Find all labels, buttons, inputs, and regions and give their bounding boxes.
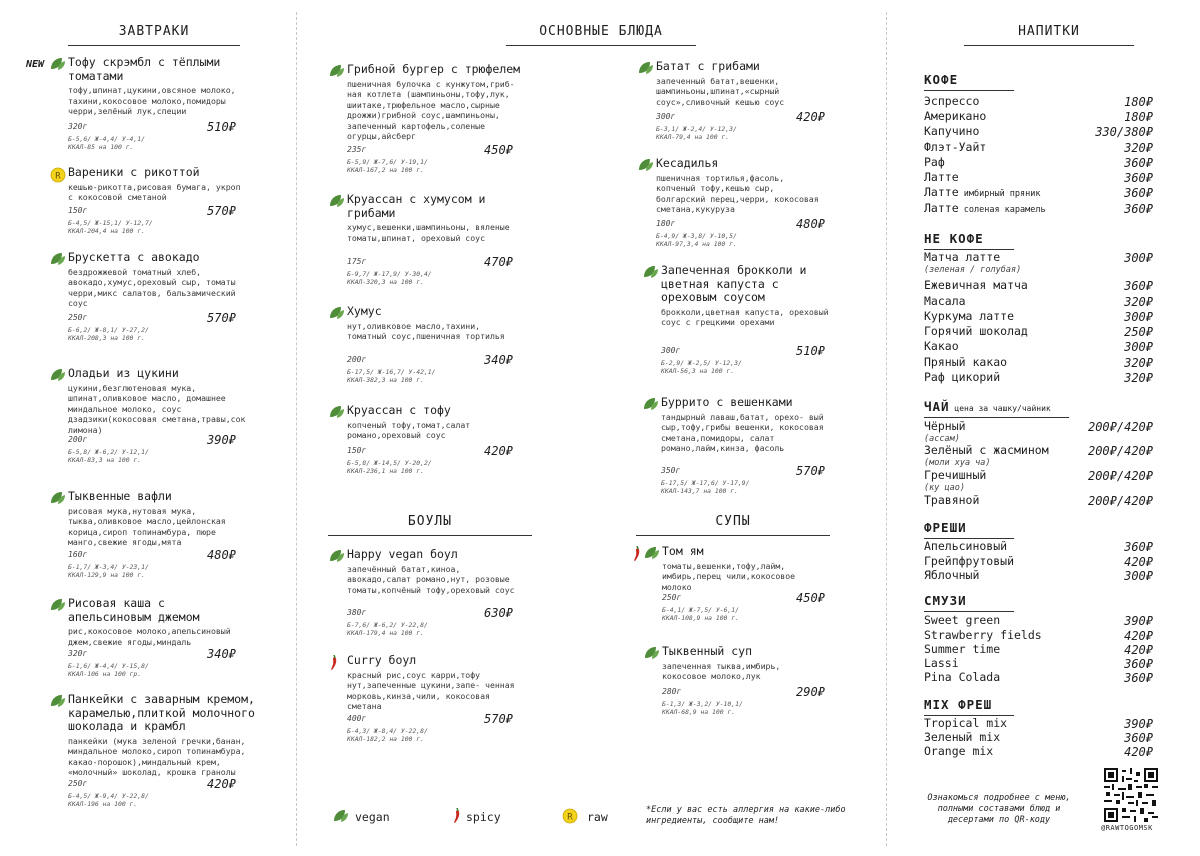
vegan-leaf-icon	[638, 158, 654, 172]
bowl-dish	[347, 654, 522, 712]
dish-price: 290₽	[796, 685, 825, 699]
dish-description: хумус,вешенки,шампиньоны, вяленые томаты,шпинат, ореховый соус	[347, 222, 510, 243]
drink-price: 390₽	[1124, 717, 1153, 731]
drink-price: 200₽/420₽	[1087, 420, 1153, 434]
dish-weight: 200г	[347, 355, 367, 364]
column-divider	[296, 12, 297, 846]
legend-vegan-label: vegan	[355, 810, 390, 824]
dish-name: Буррито с вешенками	[661, 395, 793, 409]
vegan-leaf-icon	[50, 57, 66, 71]
dish-price: 340₽	[484, 353, 513, 367]
dish-nutrition: Б-4,5/ Ж-9,4/ У-22,8/ ККАЛ-196 на 100 г.	[68, 792, 149, 809]
dish-nutrition: Б-5,6/ Ж-4,4/ У-4,1/ ККАЛ-85 на 100 г.	[68, 135, 145, 152]
dish-nutrition: Б-5,9/ Ж-7,6/ У-19,1/ ККАЛ-167,2 на 100 г.	[347, 158, 428, 175]
drink-price: 320₽	[1124, 295, 1153, 309]
vegan-leaf-icon	[638, 61, 654, 75]
soups-title: СУПЫ	[636, 514, 830, 536]
drink-variant: соленая карамель	[958, 205, 1046, 215]
drink-name: Латте	[924, 170, 959, 184]
breakfasts-title: ЗАВТРАКИ	[68, 24, 240, 46]
main-dish	[661, 396, 831, 454]
drink-item	[924, 141, 986, 154]
vegan-leaf-icon	[643, 265, 659, 279]
dish-description: брокколи,цветная капуста, ореховый соус с грецкими орехами	[661, 306, 829, 327]
dish-price: 390₽	[207, 433, 236, 447]
drink-price: 200₽/420₽	[1087, 494, 1153, 508]
dish-weight: 150г	[68, 206, 88, 215]
drink-name: Американо	[924, 109, 987, 123]
dish-description: запеченная тыква,имбирь, кокосовое молоко,лук	[662, 660, 781, 681]
drink-item	[924, 555, 1014, 568]
dish-price: 480₽	[796, 217, 825, 231]
dish-nutrition: Б-2,9/ Ж-2,5/ У-12,3/ ККАЛ-56,3 на 100 г.	[661, 359, 742, 376]
dish-weight: 250г	[68, 779, 88, 788]
drink-price: 200₽/420₽	[1087, 444, 1153, 458]
dish-price: 420₽	[484, 444, 513, 458]
dish-description: рисовая мука,нутовая мука, тыква,оливковое масло,цейлонская корица,сироп топинамбура, пюре манго,свежие ягоды,мята	[68, 505, 226, 547]
vegan-leaf-icon	[644, 646, 660, 660]
drink-name: Pina Colada	[924, 670, 1001, 684]
dish-nutrition: Б-17,5/ Ж-17,6/ У-17,9/ ККАЛ-143,7 на 100 г.	[661, 479, 750, 496]
raw-badge-icon	[50, 167, 66, 183]
dish-description: цукини,безглютеновая мука, шпинат,оливковое масло, домашнее миндальное молоко, соус дзадзики(кокосовая сметана,травы,сок лимона)	[68, 382, 246, 435]
dish-name: Панкейки с заварным кремом, карамелью,плиткой молочного шоколада и крамбл	[68, 692, 255, 733]
drink-price: 360₽	[1124, 657, 1153, 671]
drink-item	[924, 186, 1041, 201]
dish-weight: 250г	[68, 313, 88, 322]
dish-description: нут,оливковое масло,тахини, томатный соус,пшеничная тортилья	[347, 320, 505, 341]
drink-name: Флэт-Уайт	[924, 140, 987, 154]
dish-description: пшеничная булочка с кунжутом,гриб- ная котлета (шампиньоны,тофу,лук, шиитаке,трюфельное масло,сырные дрожжи)грибной соус,шампиньоны, запеченный картофель,соленые огурцы,айсберг	[347, 78, 515, 141]
drink-name: Summer time	[924, 642, 1001, 656]
drink-name: Гречишный	[924, 468, 987, 482]
dish-nutrition: Б-5,8/ Ж-14,5/ У-20,2/ ККАЛ-236,1 на 100 г.	[347, 459, 432, 476]
main-dish	[347, 193, 512, 243]
dish-weight: 235г	[347, 145, 367, 154]
soup-dish	[662, 545, 812, 592]
drink-item	[924, 540, 1007, 553]
category-title: ЧАЙ	[924, 399, 950, 414]
category-title: НЕ КОФЕ	[924, 231, 984, 246]
dish-name: Тыквенные вафли	[68, 489, 172, 503]
drink-item	[924, 125, 979, 138]
qr-code[interactable]	[1104, 768, 1158, 822]
bowls-title: БОУЛЫ	[328, 514, 532, 536]
drink-subtitle: (ассам)	[924, 434, 960, 444]
drink-name: Латте	[924, 185, 959, 199]
vegan-leaf-icon	[329, 306, 345, 320]
drink-name: Горячий шоколад	[924, 324, 1028, 338]
dish-weight: 300г	[656, 112, 676, 121]
bowl-dish	[347, 548, 517, 595]
dish-name: Грибной бургер с трюфелем	[347, 62, 521, 76]
drink-subtitle: (зеленая / голубая)	[924, 265, 1022, 275]
category-title: СМУЗИ	[924, 593, 967, 608]
dish-name: Том ям	[662, 544, 704, 558]
drink-price: 180₽	[1124, 110, 1153, 124]
dish-weight: 280г	[662, 687, 682, 696]
main-dish	[656, 157, 826, 215]
vegan-leaf-icon	[50, 252, 66, 266]
category-note: цена за чашку/чайник	[949, 404, 1051, 413]
dish-weight: 175г	[347, 257, 367, 266]
drink-item	[924, 420, 966, 433]
drink-name: Пряный какао	[924, 355, 1008, 369]
vegan-leaf-icon	[50, 694, 66, 708]
dish-description: бездрожжевой томатный хлеб, авокадо,хумус,ореховый сыр, томаты черри,микс салатов, бальзамический соус	[68, 266, 236, 308]
drink-item	[924, 731, 1000, 744]
dish-description: тандырный лаваш,батат, орехо- вый сыр,тофу,грибы вешенки, кокосовая сметана,помидоры, салат романо,лайм,кинза, фасоль	[661, 411, 824, 453]
drink-item	[924, 444, 1049, 457]
dish-nutrition: Б-1,7/ Ж-3,4/ У-23,1/ ККАЛ-129,9 на 100 г.	[68, 563, 149, 580]
drink-item	[924, 95, 979, 108]
dish-name: Тыквенный суп	[662, 644, 753, 658]
dish-price: 450₽	[796, 591, 825, 605]
drink-price: 360₽	[1124, 540, 1153, 554]
dish-nutrition: Б-4,3/ Ж-8,4/ У-22,8/ ККАЛ-182,2 на 100 г.	[347, 727, 428, 744]
drink-item	[924, 643, 1000, 656]
dish-weight: 400г	[347, 714, 367, 723]
dish-description: красный рис,соус карри,тофу нут,запеченные цукини,запе- ченная морковь,кинза,чили, кокосовая сметана	[347, 669, 515, 711]
drink-item	[924, 494, 979, 507]
drink-item	[924, 469, 986, 482]
dish-weight: 180г	[656, 219, 676, 228]
dish-nutrition: Б-3,1/ Ж-2,4/ У-12,3/ ККАЛ-79,4 на 100 г.	[656, 125, 737, 142]
drink-price: 420₽	[1124, 745, 1153, 759]
dish-weight: 320г	[68, 122, 88, 131]
dish-nutrition: Б-4,5/ Ж-15,1/ У-12,7/ ККАЛ-204,4 на 100 г.	[68, 219, 153, 236]
drink-price: 320₽	[1124, 371, 1153, 385]
drink-item	[924, 340, 959, 353]
drink-item	[924, 614, 1000, 627]
main-dish	[347, 404, 512, 441]
dish-nutrition: Б-5,8/ Ж-6,2/ У-12,1/ ККАЛ-83,3 на 100 г.	[68, 448, 149, 465]
drink-item	[924, 295, 966, 308]
dish-name: Хумус	[347, 304, 382, 318]
dish-nutrition: Б-9,7/ Ж-17,9/ У-30,4/ ККАЛ-320,3 на 100 г.	[347, 270, 432, 287]
drink-price: 360₽	[1124, 186, 1153, 200]
drink-name: Грейпфрутовый	[924, 554, 1015, 568]
drink-price: 360₽	[1124, 156, 1153, 170]
drink-price: 390₽	[1124, 614, 1153, 628]
drink-category-not_coffee	[924, 231, 1014, 250]
dish-nutrition: Б-7,6/ Ж-6,2/ У-22,8/ ККАЛ-179,4 на 100 г.	[347, 621, 428, 638]
drink-price: 360₽	[1124, 202, 1153, 216]
dish-weight: 150г	[347, 446, 367, 455]
dish-name: Брускетта с авокадо	[68, 250, 200, 264]
drink-name: Lassi	[924, 656, 959, 670]
dish-price: 570₽	[207, 311, 236, 325]
drink-name: Зелёный с жасмином	[924, 443, 1049, 457]
dish-price: 510₽	[207, 120, 236, 134]
soup-dish	[662, 645, 812, 682]
dish-weight: 380г	[347, 608, 367, 617]
drink-price: 420₽	[1124, 629, 1153, 643]
drink-name: Раф цикорий	[924, 370, 1001, 384]
main-dish	[656, 60, 826, 107]
drink-name: Ежевичная матча	[924, 278, 1028, 292]
dish-price: 570₽	[484, 712, 513, 726]
breakfast-dish	[68, 56, 248, 117]
new-badge: NEW	[26, 59, 45, 70]
drink-name: Куркума латте	[924, 309, 1015, 323]
dish-price: 450₽	[484, 143, 513, 157]
dish-price: 570₽	[796, 464, 825, 478]
drinks-title: НАПИТКИ	[964, 24, 1134, 46]
spicy-chili-icon	[632, 546, 642, 562]
drink-price: 420₽	[1124, 643, 1153, 657]
drink-price: 300₽	[1124, 569, 1153, 583]
dish-price: 570₽	[207, 204, 236, 218]
legend-raw-label: raw	[587, 810, 608, 824]
drink-subtitle: (ку цао)	[924, 483, 965, 493]
drink-price: 360₽	[1124, 171, 1153, 185]
drink-name: Sweet green	[924, 613, 1001, 627]
vegan-leaf-icon	[329, 64, 345, 78]
drink-item	[924, 310, 1014, 323]
dish-nutrition: Б-1,6/ Ж-4,4/ У-15,8/ ККАЛ-106 на 100 гр.	[68, 662, 149, 679]
dish-name: Рисовая каша с апельсиновым джемом	[68, 596, 200, 624]
vegan-leaf-icon	[329, 549, 345, 563]
drink-item	[924, 657, 959, 670]
main-dish	[661, 264, 831, 328]
drink-name: Раф	[924, 155, 945, 169]
drink-price: 360₽	[1124, 671, 1153, 685]
allergy-note: *Если у вас есть аллергия на какие-либо ингредиенты, сообщите нам!	[646, 805, 846, 826]
drink-item	[924, 156, 945, 169]
drink-name: Strawberry fields	[924, 628, 1042, 642]
drink-name: Апельсиновый	[924, 539, 1008, 553]
drink-item	[924, 110, 986, 123]
breakfast-dish	[68, 693, 263, 778]
drink-name: Tropical mix	[924, 716, 1008, 730]
drink-item	[924, 356, 1007, 369]
drink-price: 200₽/420₽	[1087, 469, 1153, 483]
dish-weight: 350г	[661, 466, 681, 475]
spicy-chili-icon	[452, 808, 462, 824]
dish-description: пшеничная тортилья,фасоль, копченый тофу,кешью сыр, болгарский перец,черри, кокосовая сметана,кукуруза	[656, 172, 819, 214]
vegan-leaf-icon	[329, 405, 345, 419]
breakfast-dish	[68, 597, 248, 647]
dish-description: кешью-рикотта,рисовая бумага, укроп с кокосовой сметаной	[68, 181, 241, 202]
drink-item	[924, 371, 1000, 384]
drink-price: 360₽	[1124, 731, 1153, 745]
dish-description: панкейки (мука зеленой гречки,банан, миндальное молоко,сироп топинамбура, какао-порошок),миндальный крем, «молочный» шоколад, крошка гранолы	[68, 735, 246, 777]
qr-handle: @RAWTOGOMSK	[1101, 824, 1153, 832]
dish-name: Оладьи из цукини	[68, 366, 179, 380]
dish-price: 420₽	[796, 110, 825, 124]
dish-nutrition: Б-4,9/ Ж-3,8/ У-10,5/ ККАЛ-97,3,4 на 100 г.	[656, 232, 737, 249]
vegan-leaf-icon	[333, 809, 349, 823]
main-dish	[347, 63, 532, 142]
category-title: MIX ФРЕШ	[924, 697, 993, 712]
drink-category-tea	[924, 399, 1069, 418]
drink-name: Эспрессо	[924, 94, 980, 108]
qr-caption: Ознакомься подробнее с меню, полными составами блюд и десертами по QR-коду	[927, 793, 1071, 825]
main-dish	[347, 305, 512, 342]
drink-category-coffee	[924, 72, 1014, 91]
dish-name: Запеченная брокколи и цветная капуста с ореховым соусом	[661, 263, 807, 304]
drink-item	[924, 569, 979, 582]
dish-description: томаты,вешенки,тофу,лайм, имбирь,перец чили,кокосовое молоко	[662, 560, 796, 592]
dish-price: 630₽	[484, 606, 513, 620]
drink-name: Травяной	[924, 493, 980, 507]
vegan-leaf-icon	[644, 546, 660, 560]
dish-name: Кесадилья	[656, 156, 719, 170]
dish-price: 470₽	[484, 255, 513, 269]
dish-weight: 320г	[68, 649, 88, 658]
drink-category-fresh	[924, 520, 1014, 539]
dish-name: Вареники с рикоттой	[68, 165, 200, 179]
drink-name: Яблочный	[924, 568, 980, 582]
category-title: ФРЕШИ	[924, 520, 967, 535]
drink-name: Масала	[924, 294, 966, 308]
dish-price: 480₽	[207, 548, 236, 562]
dish-description: тофу,шпинат,цукини,овсяное молоко, тахини,кокосовое молоко,помидоры черри,зелёный лук,специи	[68, 85, 236, 116]
dish-weight: 300г	[661, 346, 681, 355]
dish-weight: 250г	[662, 593, 682, 602]
drink-item	[924, 717, 1007, 730]
legend-spicy-label: spicy	[466, 810, 501, 824]
vegan-leaf-icon	[50, 491, 66, 505]
drink-price: 300₽	[1124, 340, 1153, 354]
drink-name: Чёрный	[924, 419, 966, 433]
vegan-leaf-icon	[50, 368, 66, 382]
drink-price: 320₽	[1124, 141, 1153, 155]
drink-category-smoothie	[924, 593, 1014, 612]
breakfast-dish	[68, 490, 248, 548]
dish-name: Батат с грибами	[656, 59, 760, 73]
breakfast-dish	[68, 367, 248, 435]
drink-item	[924, 629, 1042, 642]
vegan-leaf-icon	[329, 194, 345, 208]
dish-nutrition: Б-6,2/ Ж-8,1/ У-27,2/ ККАЛ-208,3 на 100 г.	[68, 326, 149, 343]
dish-weight: 160г	[68, 550, 88, 559]
drink-price: 250₽	[1124, 325, 1153, 339]
dish-name: Круассан с хумусом и грибами	[347, 192, 486, 220]
dish-weight: 200г	[68, 435, 88, 444]
drink-price: 360₽	[1124, 279, 1153, 293]
drink-variant: имбирный пряник	[958, 189, 1041, 199]
drink-name: Матча латте	[924, 250, 1001, 264]
drink-subtitle: (моли хуа ча)	[924, 458, 991, 468]
drink-item	[924, 671, 1000, 684]
drink-category-mix	[924, 697, 1014, 716]
drink-item	[924, 279, 1028, 292]
dish-price: 340₽	[207, 647, 236, 661]
dish-name: Круассан с тофу	[347, 403, 451, 417]
mains-title: ОСНОВНЫЕ БЛЮДА	[506, 24, 696, 46]
drink-name: Зеленый mix	[924, 730, 1001, 744]
drink-price: 420₽	[1124, 555, 1153, 569]
drink-item	[924, 251, 1000, 264]
raw-badge-icon	[562, 808, 578, 824]
dish-price: 510₽	[796, 344, 825, 358]
dish-nutrition: Б-4,1/ Ж-7,5/ У-6,1/ ККАЛ-108,9 на 100 г.	[662, 606, 739, 623]
spicy-chili-icon	[329, 655, 339, 671]
dish-description: копченый тофу,томат,салат романо,ореховый соус	[347, 419, 471, 440]
breakfast-dish	[68, 251, 248, 309]
drink-name: Какао	[924, 339, 959, 353]
dish-nutrition: Б-17,5/ Ж-16,7/ У-42,1/ ККАЛ-382,3 на 100 г.	[347, 368, 436, 385]
drink-price: 320₽	[1124, 356, 1153, 370]
vegan-leaf-icon	[50, 598, 66, 612]
drink-item	[924, 202, 1046, 217]
vegan-leaf-icon	[643, 397, 659, 411]
category-title: КОФЕ	[924, 72, 959, 87]
drink-item	[924, 325, 1028, 338]
dish-description: запеченный батат,вешенки, шампиньоны,шпинат,«сырный соус»,сливочный кешью соус	[656, 75, 785, 107]
drink-item	[924, 171, 959, 184]
dish-name: Happy vegan боул	[347, 547, 458, 561]
column-divider	[886, 12, 887, 846]
drink-price: 180₽	[1124, 95, 1153, 109]
breakfast-dish	[68, 166, 248, 203]
drink-name: Orange mix	[924, 744, 994, 758]
drink-price: 300₽	[1124, 310, 1153, 324]
drink-price: 330/380₽	[1095, 125, 1153, 139]
dish-price: 420₽	[207, 777, 236, 791]
drink-price: 300₽	[1124, 251, 1153, 265]
dish-name: Тофу скрэмбл с тёплыми томатами	[68, 55, 221, 83]
dish-description: запечённый батат,киноа, авокадо,салат романо,нут, розовые томаты,копчёный тофу,ореховый соус	[347, 563, 515, 595]
drink-name: Латте	[924, 201, 959, 215]
drink-name: Капучино	[924, 124, 980, 138]
dish-nutrition: Б-1,3/ Ж-3,2/ У-10,1/ ККАЛ-68,9 на 100 г.	[662, 700, 743, 717]
dish-description: рис,кокосовое молоко,апельсиновый джем,свежие ягоды,миндаль	[68, 626, 231, 647]
drink-item	[924, 745, 993, 758]
dish-name: Curry боул	[347, 653, 417, 667]
